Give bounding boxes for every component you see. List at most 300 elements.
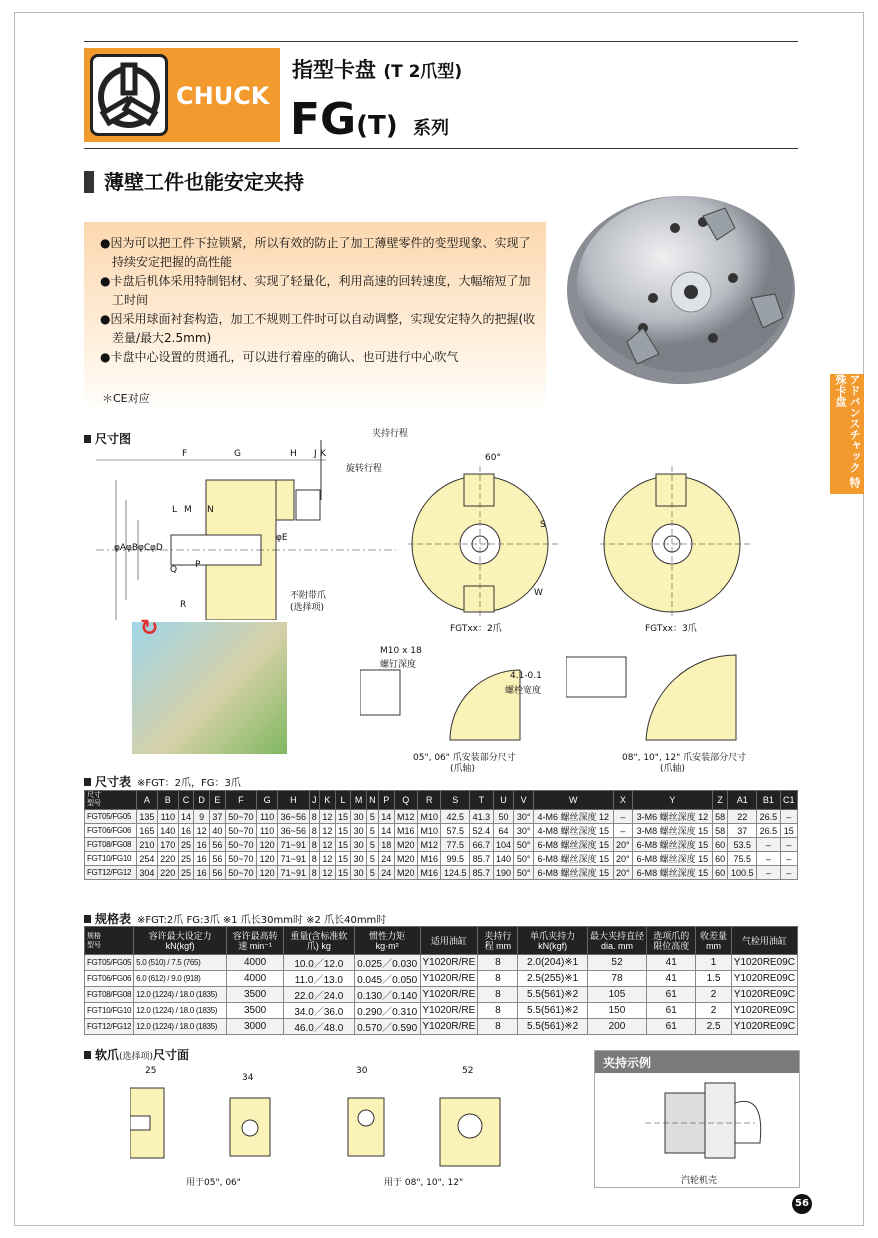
table-cell: 37 [728, 824, 757, 838]
dim-label: N [207, 505, 214, 515]
table-cell: 304 [137, 866, 158, 880]
table-cell: 220 [157, 852, 178, 866]
example-title: 夹持示例 [595, 1051, 799, 1073]
rot-label: 旋转行程 [346, 464, 383, 474]
column-header: 选项爪的 限位高度 [647, 927, 696, 955]
m10-label: M10 x 18 [380, 646, 422, 656]
table-cell: 3500 [227, 987, 284, 1003]
spec-table [84, 926, 798, 1035]
column-header: 气检用油缸 [731, 927, 797, 955]
table-cell: Y1020R/RE [420, 1003, 478, 1019]
table-cell: 10.0／12.0 [284, 955, 355, 971]
column-header: A1 [728, 791, 757, 810]
table-cell: 15 [335, 866, 351, 880]
table-cell: 30 [351, 838, 367, 852]
logo-text: CHUCK [176, 82, 270, 110]
dim-label: 25 [145, 1066, 157, 1076]
dim-label: φD [150, 543, 163, 553]
table-row [85, 838, 798, 852]
table-cell: 20° [613, 838, 632, 852]
dim-label: φB [126, 543, 139, 553]
table-cell: 50~70 [225, 866, 257, 880]
table-cell: 3-M6 螺丝深度 12 [633, 810, 713, 824]
table-cell: M16 [418, 852, 441, 866]
soft-jaw-drawings [130, 1078, 530, 1168]
table-cell: 16 [194, 852, 210, 866]
table-cell: 6-M8 螺丝深度 15 [633, 838, 713, 852]
table-cell: 53.5 [728, 838, 757, 852]
table-cell: 61 [647, 1003, 696, 1019]
table-cell: 4-M6 螺丝深度 12 [533, 810, 613, 824]
table-cell: 50 [493, 810, 514, 824]
table-cell: M16 [394, 824, 417, 838]
table-cell: 1 [696, 955, 731, 971]
table-cell: 8 [478, 1003, 518, 1019]
column-header: Q [394, 791, 417, 810]
table-cell: 8 [478, 987, 518, 1003]
table-cell: 254 [137, 852, 158, 866]
table-cell: 5 [366, 852, 378, 866]
table-cell: 2.5 [696, 1019, 731, 1035]
chuck-photo [563, 188, 800, 388]
table-cell: 64 [493, 824, 514, 838]
model-cell: FGT12/FG12 [85, 866, 137, 880]
table-cell: 30 [351, 852, 367, 866]
dim-label: M [184, 505, 192, 515]
table-cell: 220 [157, 866, 178, 880]
stroke-label: 夹持行程 [372, 429, 409, 439]
size-table [84, 790, 798, 880]
feature-item: ●卡盘中心设置的贯通孔，可以进行着座的确认、也可进行中心吹气 [100, 350, 459, 364]
table-cell: 3-M8 螺丝深度 15 [633, 824, 713, 838]
nojaw-label: 不附带爪 [290, 591, 327, 601]
model-cell: FGT10/FG10 [85, 852, 137, 866]
table-cell: 110 [157, 810, 178, 824]
model-cell: FGT06/FG06 [85, 824, 137, 838]
table-cell: 58 [712, 810, 728, 824]
table-cell: 30 [351, 866, 367, 880]
table-cell: 50~70 [225, 810, 257, 824]
example-caption: 汽轮机壳 [681, 1176, 718, 1186]
table-cell: 6.0 (612) / 9.0 (918) [134, 971, 227, 987]
table-cell: 5.5(561)※2 [518, 1003, 587, 1019]
table-row [85, 955, 798, 971]
chuck-logo [84, 48, 280, 142]
table-cell: 15 [335, 810, 351, 824]
table-cell: 124.5 [441, 866, 470, 880]
dim-label: φE [276, 533, 288, 543]
column-header: C [178, 791, 194, 810]
table-cell: 60 [712, 838, 728, 852]
table-cell: 20° [613, 866, 632, 880]
table-cell: 50~70 [225, 824, 257, 838]
table-cell: 2 [696, 1003, 731, 1019]
table-cell: 190 [493, 866, 514, 880]
table-cell: 5 [366, 838, 378, 852]
table-cell: – [780, 810, 797, 824]
cap56b-label: (爪轴) [450, 764, 476, 774]
dim-label: R [180, 600, 187, 610]
column-header: Z [712, 791, 728, 810]
top-rule [84, 41, 798, 42]
table-cell: 4000 [227, 955, 284, 971]
table-cell: 50~70 [225, 852, 257, 866]
model-cell: FGT06/FG06 [85, 971, 134, 987]
table-cell: 4000 [227, 971, 284, 987]
table-cell: 140 [157, 824, 178, 838]
dim-label: 52 [462, 1066, 474, 1076]
table-cell: 105 [587, 987, 646, 1003]
table-cell: 56 [210, 852, 226, 866]
table-cell: 50° [514, 866, 533, 880]
table-cell: 1.5 [696, 971, 731, 987]
table-cell: 8 [478, 1019, 518, 1035]
column-header: Y [633, 791, 713, 810]
column-header: V [514, 791, 533, 810]
table-cell: Y1020RE09C [731, 987, 797, 1003]
table-cell: 8 [478, 971, 518, 987]
column-header: 容许最高转速 min⁻¹ [227, 927, 284, 955]
table-cell: 2 [696, 987, 731, 1003]
m10b-label: 螺钉深度 [380, 660, 417, 670]
table-cell: 120 [257, 852, 278, 866]
turbine-housing-drawing [595, 1073, 799, 1163]
column-header: X [613, 791, 632, 810]
table-cell: 46.0／48.0 [284, 1019, 355, 1035]
table-cell: 41 [647, 971, 696, 987]
column-header: L [335, 791, 351, 810]
table-cell: – [757, 852, 780, 866]
table-cell: 71~91 [278, 866, 310, 880]
column-header: 收差量 mm [696, 927, 731, 955]
table-cell: 6-M8 螺丝深度 15 [633, 852, 713, 866]
table-cell: 58 [712, 824, 728, 838]
column-header: H [278, 791, 310, 810]
dim-label: 34 [242, 1073, 254, 1083]
table-cell: 30° [514, 824, 533, 838]
column-header: R [418, 791, 441, 810]
table-cell: 5 [366, 810, 378, 824]
model-cell: FGT05/FG05 [85, 955, 134, 971]
column-header: T [470, 791, 493, 810]
column-header: D [194, 791, 210, 810]
column-header: K [320, 791, 336, 810]
table-cell: 57.5 [441, 824, 470, 838]
column-header: 适用油缸 [420, 927, 478, 955]
table-cell: Y1020RE09C [731, 971, 797, 987]
table-cell: 60 [712, 866, 728, 880]
table-cell: 77.5 [441, 838, 470, 852]
spec-table-title: 规格表 ※FGT:2爪 FG:3爪 ※1 爪长30mm时 ※2 爪长40mm时 [84, 910, 386, 927]
model-cell: FGT10/FG10 [85, 1003, 134, 1019]
example-box [594, 1050, 800, 1188]
table-cell: 12.0 (1224) / 18.0 (1835) [134, 1019, 227, 1035]
table-row [85, 1019, 798, 1035]
dim-label: Q [170, 565, 178, 575]
jaw-mount-large [566, 645, 766, 745]
table-cell: 18 [378, 838, 394, 852]
table-cell: 6-M8 螺丝深度 15 [533, 866, 613, 880]
feature-item: ●因为可以把工件下拉锁紧，所以有效的防止了加工薄壁零件的变型现象、实现了持续安定把握的高性能 [100, 236, 531, 269]
column-header: J [309, 791, 319, 810]
column-header: 惯性力矩 kg·m² [354, 927, 420, 955]
dim-label: K [320, 449, 326, 459]
table-cell: 8 [309, 838, 319, 852]
column-header: G [257, 791, 278, 810]
cap56-label: 05", 06" 爪安装部分尺寸 [413, 753, 516, 763]
column-header: P [378, 791, 394, 810]
table-cell: 140 [493, 852, 514, 866]
table-cell: 120 [257, 838, 278, 852]
table-row [85, 810, 798, 824]
table-cell: 15 [335, 852, 351, 866]
table-cell: 6-M8 螺丝深度 15 [533, 838, 613, 852]
table-cell: 71~91 [278, 838, 310, 852]
product-title: 指型卡盘 (T 2爪型) [292, 58, 463, 82]
table-cell: 14 [378, 824, 394, 838]
feature-item: ●卡盘后机体采用特制铝材、实现了轻量化，利用高速的回转速度，大幅缩短了加工时间 [100, 274, 531, 307]
wid-label: 4.1-0.1 [510, 671, 542, 681]
opt-label: (选择项) [290, 603, 325, 613]
table-cell: 30 [351, 810, 367, 824]
column-header: B1 [757, 791, 780, 810]
dim-label: 30 [356, 1066, 368, 1076]
table-cell: 8 [478, 955, 518, 971]
table-cell: 85.7 [470, 852, 493, 866]
table-cell: 24 [378, 852, 394, 866]
table-cell: – [780, 852, 797, 866]
chuck-icon [90, 54, 168, 136]
side-tab[interactable]: アドバンスチャック 特殊卡盘 [830, 374, 864, 494]
table-cell: M10 [418, 810, 441, 824]
table-cell: 37 [210, 810, 226, 824]
table-cell: 16 [194, 838, 210, 852]
dim-label: P [195, 560, 201, 570]
feature-item: ●因采用球面衬套构造，加工不规则工件时可以自动调整，实现安定特久的把握(收差量/最大2.5mm) [100, 312, 536, 345]
table-cell: 0.025／0.030 [354, 955, 420, 971]
ce-note: ＊CE对应 [102, 392, 150, 405]
table-cell: 61 [647, 987, 696, 1003]
column-header: E [210, 791, 226, 810]
column-header: 重量(含标准软爪) kg [284, 927, 355, 955]
table-cell: 11.0／13.0 [284, 971, 355, 987]
table-cell: 12 [320, 810, 336, 824]
table-cell: 66.7 [470, 838, 493, 852]
table-cell: 120 [257, 866, 278, 880]
section-title: 薄壁工件也能安定夹持 [84, 166, 304, 195]
table-cell: Y1020RE09C [731, 1003, 797, 1019]
table-cell: 0.290／0.310 [354, 1003, 420, 1019]
column-header: C1 [780, 791, 797, 810]
table-cell: 0.130／0.140 [354, 987, 420, 1003]
table-cell: – [780, 866, 797, 880]
table-cell: 2.0(204)※1 [518, 955, 587, 971]
column-header: S [441, 791, 470, 810]
angle-label: 60° [485, 453, 501, 463]
table-cell: 50° [514, 838, 533, 852]
table-cell: 14 [178, 810, 194, 824]
table-cell: 71~91 [278, 852, 310, 866]
column-header: A [137, 791, 158, 810]
table-cell: 150 [587, 1003, 646, 1019]
dim-label: F [182, 449, 188, 459]
rotate-arrow-icon: ↻ [140, 616, 159, 641]
table-cell: 40 [210, 824, 226, 838]
column-header: N [366, 791, 378, 810]
table-cell: M10 [418, 824, 441, 838]
table-cell: 75.5 [728, 852, 757, 866]
table-cell: 165 [137, 824, 158, 838]
table-cell: 25 [178, 852, 194, 866]
table-cell: 36~56 [278, 824, 310, 838]
table-cell: 12.0 (1224) / 18.0 (1835) [134, 1003, 227, 1019]
cap8-label: 08", 10", 12" 爪安装部分尺寸 [622, 753, 747, 763]
model-cell: FGT08/FG08 [85, 838, 137, 852]
table-cell: Y1020R/RE [420, 987, 478, 1003]
table-cell: 60 [712, 852, 728, 866]
table-cell: 52.4 [470, 824, 493, 838]
table-cell: 170 [157, 838, 178, 852]
bolt-label: 螺栓宽度 [505, 686, 542, 696]
table-corner: 规格 型号 [85, 927, 134, 955]
dim-label: J [314, 449, 317, 459]
table-cell: 50~70 [225, 838, 257, 852]
table-cell: 22.0／24.0 [284, 987, 355, 1003]
table-cell: – [613, 824, 632, 838]
table-cell: Y1020R/RE [420, 955, 478, 971]
table-cell: Y1020R/RE [420, 971, 478, 987]
table-cell: 25 [178, 866, 194, 880]
dim-label: φA [114, 543, 127, 553]
table-cell: 24 [378, 866, 394, 880]
table-cell: M12 [394, 810, 417, 824]
table-cell: M20 [394, 838, 417, 852]
table-cell: M20 [394, 866, 417, 880]
table-cell: 34.0／36.0 [284, 1003, 355, 1019]
table-cell: 12 [320, 824, 336, 838]
dim-label: S [540, 520, 546, 530]
size-table-title: 尺寸表 ※FGT：2爪，FG：3爪 [84, 773, 241, 790]
table-cell: 50° [514, 852, 533, 866]
table-cell: 15 [335, 824, 351, 838]
dim-label: φC [138, 543, 151, 553]
soft-jaw-title: 软爪(选择项)尺寸面 [84, 1046, 189, 1063]
for8-label: 用于 08", 10", 12" [384, 1178, 464, 1188]
front-view-3jaw [600, 456, 750, 616]
table-cell: 12 [320, 852, 336, 866]
column-header: W [533, 791, 613, 810]
table-cell: 56 [210, 866, 226, 880]
table-cell: 12 [194, 824, 210, 838]
table-cell: 42.5 [441, 810, 470, 824]
table-cell: 110 [257, 824, 278, 838]
table-cell: – [757, 838, 780, 852]
table-cell: 4-M8 螺丝深度 15 [533, 824, 613, 838]
dim-label: G [234, 449, 241, 459]
column-header: 容许最大设定力 kN(kgf) [134, 927, 227, 955]
table-cell: 26.5 [757, 824, 780, 838]
dim-label: L [172, 505, 178, 515]
column-header: 单爪夹持力 kN(kgf) [518, 927, 587, 955]
table-cell: 5.0 (510) / 7.5 (765) [134, 955, 227, 971]
table-row [85, 971, 798, 987]
table-cell: 200 [587, 1019, 646, 1035]
table-cell: 30 [351, 824, 367, 838]
column-header: 夹持行程 mm [478, 927, 518, 955]
table-cell: 12 [320, 838, 336, 852]
table-cell: 12.0 (1224) / 18.0 (1835) [134, 987, 227, 1003]
table-cell: 5.5(561)※2 [518, 1019, 587, 1035]
model-cell: FGT05/FG05 [85, 810, 137, 824]
table-row [85, 1003, 798, 1019]
table-cell: – [757, 866, 780, 880]
table-cell: Y1020RE09C [731, 1019, 797, 1035]
table-cell: 135 [137, 810, 158, 824]
table-cell: 8 [309, 824, 319, 838]
column-header: M [351, 791, 367, 810]
table-cell: 104 [493, 838, 514, 852]
header-rule [84, 148, 798, 149]
table-cell: 20° [613, 852, 632, 866]
table-cell: 8 [309, 810, 319, 824]
column-header: F [225, 791, 257, 810]
table-cell: 36~56 [278, 810, 310, 824]
table-cell: 12 [320, 866, 336, 880]
fgt3-caption: FGTxx：3爪 [645, 624, 697, 634]
table-corner: 尺寸 型号 [85, 791, 137, 810]
table-row [85, 824, 798, 838]
column-header: B [157, 791, 178, 810]
table-cell: Y1020RE09C [731, 955, 797, 971]
table-cell: 16 [178, 824, 194, 838]
table-cell: 0.045／0.050 [354, 971, 420, 987]
table-cell: 41.3 [470, 810, 493, 824]
dim-label: W [534, 588, 543, 598]
table-row [85, 987, 798, 1003]
table-cell: M12 [418, 838, 441, 852]
table-row [85, 866, 798, 880]
table-cell: 6-M8 螺丝深度 15 [633, 866, 713, 880]
table-cell: 22 [728, 810, 757, 824]
cap8b-label: (爪轴) [660, 764, 686, 774]
table-cell: 3000 [227, 1019, 284, 1035]
table-cell: 30° [514, 810, 533, 824]
table-cell: M20 [394, 852, 417, 866]
table-cell: 52 [587, 955, 646, 971]
table-cell: M16 [418, 866, 441, 880]
dim-section-title: 尺寸图 [84, 430, 131, 447]
table-cell: 15 [780, 824, 797, 838]
table-cell: 8 [309, 852, 319, 866]
table-cell: 100.5 [728, 866, 757, 880]
table-cell: 61 [647, 1019, 696, 1035]
series-title: FG(T) 系列 [290, 94, 450, 145]
assembly-illustration [132, 622, 287, 754]
model-cell: FGT08/FG08 [85, 987, 134, 1003]
column-header: 最大夹持直径 dia. mm [587, 927, 646, 955]
table-cell: 8 [309, 866, 319, 880]
table-cell: 26.5 [757, 810, 780, 824]
table-cell: 110 [257, 810, 278, 824]
table-cell: Y1020R/RE [420, 1019, 478, 1035]
table-cell: 56 [210, 838, 226, 852]
table-cell: – [613, 810, 632, 824]
table-cell: 99.5 [441, 852, 470, 866]
model-cell: FGT12/FG12 [85, 1019, 134, 1035]
table-cell: 210 [137, 838, 158, 852]
page-number: 56 [792, 1194, 812, 1214]
table-cell: 41 [647, 955, 696, 971]
